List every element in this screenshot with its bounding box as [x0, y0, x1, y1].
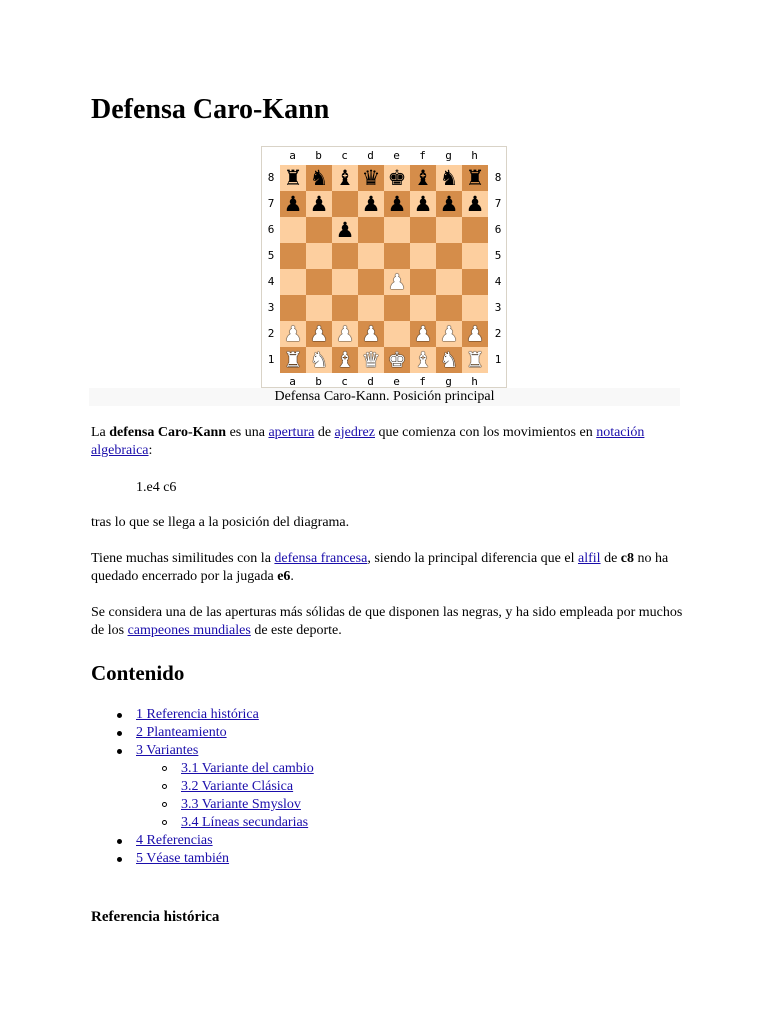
board-square-e4 — [384, 269, 410, 295]
board-square-a4 — [280, 269, 306, 295]
chess-board — [280, 165, 488, 373]
board-square-c4 — [332, 269, 358, 295]
board-square-f6 — [410, 217, 436, 243]
bullet-icon — [117, 857, 122, 862]
rank-label-right: 3 — [494, 301, 502, 314]
toc-item — [117, 850, 314, 868]
white-knight-icon: ♞ — [309, 348, 329, 372]
bullet-icon — [117, 749, 122, 754]
board-square-a1 — [280, 347, 306, 373]
board-square-b3 — [306, 295, 332, 321]
table-of-contents — [117, 706, 314, 868]
board-square-d8 — [358, 165, 384, 191]
white-pawn-icon: ♟ — [387, 270, 407, 294]
white-pawn-icon: ♟ — [465, 322, 485, 346]
intro-text: que comienza con los movimientos en — [374, 425, 597, 440]
file-label-top: d — [367, 149, 374, 162]
board-square-f4 — [410, 269, 436, 295]
black-king-icon: ♚ — [387, 166, 407, 190]
file-label-top: b — [315, 149, 322, 162]
black-rook-icon: ♜ — [465, 166, 485, 190]
board-square-a2 — [280, 321, 306, 347]
toc-link-referencias[interactable]: 4 Referencias — [136, 833, 213, 848]
white-pawn-icon: ♟ — [335, 322, 355, 346]
toc-link-referencia-historica[interactable]: 1 Referencia histórica — [136, 707, 259, 722]
toc-item — [117, 724, 314, 742]
black-pawn-icon: ♟ — [387, 192, 407, 216]
circle-bullet-icon — [162, 820, 167, 825]
file-label-top: a — [289, 149, 296, 162]
paragraph-similarities — [91, 550, 691, 586]
toc-item — [117, 742, 314, 832]
board-square-h3 — [462, 295, 488, 321]
board-square-c7 — [332, 191, 358, 217]
board-square-g5 — [436, 243, 462, 269]
para-text: no ha quedado encerrado por la jugada — [91, 551, 669, 584]
black-pawn-icon: ♟ — [309, 192, 329, 216]
white-bishop-icon: ♝ — [413, 348, 433, 372]
board-square-d6 — [358, 217, 384, 243]
board-square-a8 — [280, 165, 306, 191]
board-square-d7 — [358, 191, 384, 217]
section-heading-referencia-historica: Referencia histórica — [91, 909, 220, 925]
white-rook-icon: ♜ — [283, 348, 303, 372]
intro-paragraph — [91, 424, 691, 460]
white-bishop-icon: ♝ — [335, 348, 355, 372]
board-square-e3 — [384, 295, 410, 321]
board-square-f2 — [410, 321, 436, 347]
file-label-bottom: h — [471, 375, 478, 388]
para-text: Tiene muchas similitudes con la — [91, 551, 275, 566]
black-bishop-icon: ♝ — [413, 166, 433, 190]
board-square-h1 — [462, 347, 488, 373]
link-alfil[interactable]: alfil — [578, 551, 601, 566]
toc-link-lineas-secundarias[interactable]: 3.4 Líneas secundarias — [181, 815, 309, 830]
board-square-g1 — [436, 347, 462, 373]
rank-label-right: 5 — [494, 249, 502, 262]
rank-label-left: 2 — [267, 327, 275, 340]
intro-text: es una — [226, 425, 269, 440]
black-pawn-icon: ♟ — [361, 192, 381, 216]
board-square-b4 — [306, 269, 332, 295]
board-square-h5 — [462, 243, 488, 269]
board-square-f3 — [410, 295, 436, 321]
toc-subitem — [162, 778, 314, 796]
rank-label-left: 1 — [267, 353, 275, 366]
para-text: , siendo la principal diferencia que el — [367, 551, 579, 566]
link-apertura[interactable]: apertura — [268, 425, 315, 440]
intro-bold-term: defensa Caro-Kann — [109, 425, 227, 440]
board-square-g6 — [436, 217, 462, 243]
board-square-g8 — [436, 165, 462, 191]
intro-text: de — [314, 425, 335, 440]
board-square-c5 — [332, 243, 358, 269]
white-king-icon: ♚ — [387, 348, 407, 372]
board-square-a3 — [280, 295, 306, 321]
paragraph-solidity — [91, 604, 691, 640]
page-title: Defensa Caro-Kann — [91, 94, 330, 125]
board-square-a6 — [280, 217, 306, 243]
bold-square-c8: c8 — [620, 551, 634, 566]
black-bishop-icon: ♝ — [335, 166, 355, 190]
rank-label-left: 3 — [267, 301, 275, 314]
link-campeones-mundiales[interactable]: campeones mundiales — [127, 623, 251, 638]
board-square-c2 — [332, 321, 358, 347]
rank-label-right: 6 — [494, 223, 502, 236]
board-square-b8 — [306, 165, 332, 191]
para-text: de — [600, 551, 621, 566]
board-square-d4 — [358, 269, 384, 295]
file-label-top: e — [393, 149, 400, 162]
board-square-d5 — [358, 243, 384, 269]
para-text: de este deporte. — [250, 623, 342, 638]
toc-item — [117, 706, 314, 724]
bold-move-e6: e6 — [277, 569, 291, 584]
rank-label-right: 7 — [494, 197, 502, 210]
white-pawn-icon: ♟ — [361, 322, 381, 346]
toc-item — [117, 832, 314, 850]
toc-subitem — [162, 814, 314, 832]
black-pawn-icon: ♟ — [439, 192, 459, 216]
board-square-d1 — [358, 347, 384, 373]
bullet-icon — [117, 731, 122, 736]
circle-bullet-icon — [162, 784, 167, 789]
rank-label-left: 8 — [267, 171, 275, 184]
black-rook-icon: ♜ — [283, 166, 303, 190]
board-square-e5 — [384, 243, 410, 269]
board-square-c3 — [332, 295, 358, 321]
black-knight-icon: ♞ — [309, 166, 329, 190]
board-square-g2 — [436, 321, 462, 347]
link-notacion-algebraica[interactable]: notación algebraica — [91, 425, 645, 458]
board-square-h4 — [462, 269, 488, 295]
file-label-top: f — [419, 149, 426, 162]
file-label-bottom: c — [341, 375, 348, 388]
board-square-e7 — [384, 191, 410, 217]
diagram-caption-bar — [89, 388, 680, 406]
board-square-b6 — [306, 217, 332, 243]
paragraph-position: tras lo que se llega a la posición del diagrama. — [91, 515, 350, 530]
intro-text: La — [91, 425, 110, 440]
board-square-g4 — [436, 269, 462, 295]
link-defensa-francesa[interactable]: defensa francesa — [274, 551, 368, 566]
board-square-a7 — [280, 191, 306, 217]
board-square-h8 — [462, 165, 488, 191]
board-square-h6 — [462, 217, 488, 243]
contents-heading: Contenido — [91, 661, 185, 685]
black-queen-icon: ♛ — [361, 166, 381, 190]
board-square-c8 — [332, 165, 358, 191]
rank-label-right: 2 — [494, 327, 502, 340]
board-square-e8 — [384, 165, 410, 191]
board-square-g7 — [436, 191, 462, 217]
black-pawn-icon: ♟ — [335, 218, 355, 242]
para-text: Se considera una de las aperturas más sólidas de que disponen las negras, y ha sido empleada por muchos de los — [91, 605, 683, 638]
file-label-top: h — [471, 149, 478, 162]
board-square-e6 — [384, 217, 410, 243]
board-square-b1 — [306, 347, 332, 373]
white-queen-icon: ♛ — [361, 348, 381, 372]
white-knight-icon: ♞ — [439, 348, 459, 372]
toc-link-planteamiento[interactable]: 2 Planteamiento — [136, 725, 227, 740]
white-rook-icon: ♜ — [465, 348, 485, 372]
toc-link-vease-tambien[interactable]: 5 Véase también — [136, 851, 230, 866]
white-pawn-icon: ♟ — [309, 322, 329, 346]
rank-label-right: 4 — [494, 275, 502, 288]
rank-label-left: 7 — [267, 197, 275, 210]
board-square-f1 — [410, 347, 436, 373]
toc-sublist — [136, 760, 314, 832]
link-ajedrez[interactable]: ajedrez — [334, 425, 375, 440]
circle-bullet-icon — [162, 802, 167, 807]
board-square-e2 — [384, 321, 410, 347]
toc-link-variante-clasica[interactable]: 3.2 Variante Clásica — [181, 779, 294, 794]
board-square-b2 — [306, 321, 332, 347]
rank-label-right: 1 — [494, 353, 502, 366]
toc-subitem — [162, 796, 314, 814]
white-pawn-icon: ♟ — [413, 322, 433, 346]
intro-text: : — [148, 443, 153, 458]
opening-moves: 1.e4 c6 — [136, 480, 177, 495]
board-square-f7 — [410, 191, 436, 217]
black-pawn-icon: ♟ — [283, 192, 303, 216]
diagram-caption: Defensa Caro-Kann. Posición principal — [274, 389, 495, 404]
board-square-g3 — [436, 295, 462, 321]
bullet-icon — [117, 713, 122, 718]
file-label-bottom: a — [289, 375, 296, 388]
white-pawn-icon: ♟ — [439, 322, 459, 346]
board-square-f5 — [410, 243, 436, 269]
file-label-top: c — [341, 149, 348, 162]
black-pawn-icon: ♟ — [413, 192, 433, 216]
toc-link-variantes[interactable]: 3 Variantes — [136, 743, 199, 758]
board-square-e1 — [384, 347, 410, 373]
rank-label-left: 6 — [267, 223, 275, 236]
board-square-b5 — [306, 243, 332, 269]
board-square-h7 — [462, 191, 488, 217]
file-label-bottom: e — [393, 375, 400, 388]
board-square-c6 — [332, 217, 358, 243]
board-square-f8 — [410, 165, 436, 191]
toc-link-variante-smyslov[interactable]: 3.3 Variante Smyslov — [181, 797, 301, 812]
circle-bullet-icon — [162, 766, 167, 771]
chess-diagram — [261, 146, 507, 388]
black-pawn-icon: ♟ — [465, 192, 485, 216]
file-label-bottom: f — [419, 375, 426, 388]
file-label-bottom: g — [445, 375, 452, 388]
file-label-bottom: d — [367, 375, 374, 388]
bullet-icon — [117, 839, 122, 844]
board-square-a5 — [280, 243, 306, 269]
file-label-top: g — [445, 149, 452, 162]
board-square-d3 — [358, 295, 384, 321]
rank-label-left: 5 — [267, 249, 275, 262]
file-label-bottom: b — [315, 375, 322, 388]
board-square-c1 — [332, 347, 358, 373]
rank-label-right: 8 — [494, 171, 502, 184]
toc-subitem — [162, 760, 314, 778]
board-square-b7 — [306, 191, 332, 217]
board-square-h2 — [462, 321, 488, 347]
white-pawn-icon: ♟ — [283, 322, 303, 346]
toc-link-variante-cambio[interactable]: 3.1 Variante del cambio — [181, 761, 314, 776]
para-text: . — [290, 569, 294, 584]
board-square-d2 — [358, 321, 384, 347]
black-knight-icon: ♞ — [439, 166, 459, 190]
rank-label-left: 4 — [267, 275, 275, 288]
